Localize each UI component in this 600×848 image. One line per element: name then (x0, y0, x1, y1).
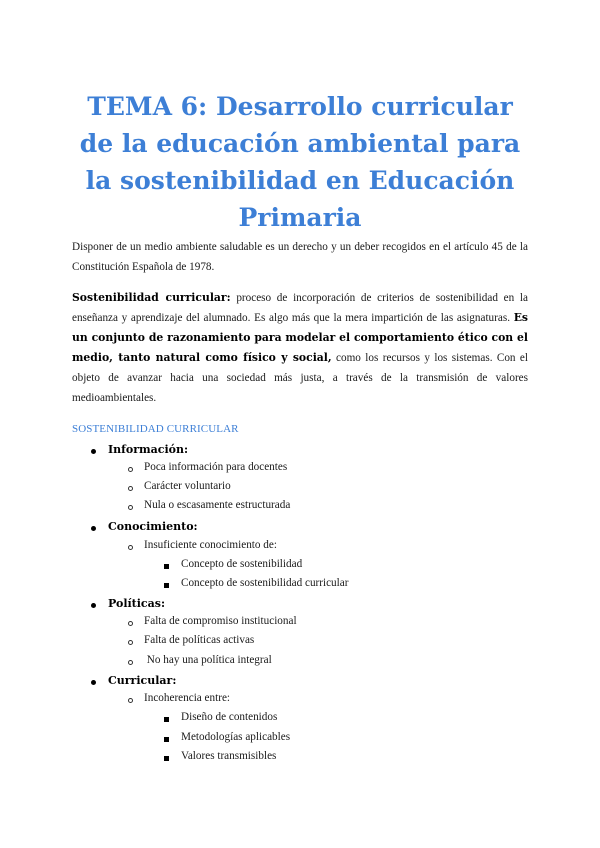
list-item: Concepto de sostenibilidad (181, 558, 303, 570)
list-item: No hay una política integral (144, 654, 272, 666)
definition-term: Sostenibilidad curricular: (72, 291, 231, 304)
list-item-politicas: Políticas: (108, 597, 166, 610)
bullet-circle-icon (128, 640, 133, 645)
definition-text-2: como los recursos y los sistemas. Con el objeto de avanzar hacia una sociedad más justa, a través de la transmisión de valores medioambientales. (72, 352, 528, 404)
bullet-circle-icon (128, 545, 133, 550)
list-item: Falta de políticas activas (144, 634, 255, 646)
list-item: Diseño de contenidos (181, 711, 278, 723)
bullet-disc-icon (91, 449, 96, 454)
page-title: TEMA 6: Desarrollo curricular de la educación ambiental para la sostenibilidad en Educación Primaria (79, 92, 521, 232)
list-item-conocimiento: Conocimiento: (108, 520, 198, 533)
section-heading: SOSTENIBILIDAD CURRICULAR (72, 423, 239, 435)
bullet-circle-icon (128, 505, 133, 510)
bullet-square-icon (164, 583, 169, 588)
list-item: Poca información para docentes (144, 461, 288, 473)
list-item: Insuficiente conocimiento de: (144, 539, 277, 551)
bullet-circle-icon (128, 486, 133, 491)
list-item: Concepto de sostenibilidad curricular (181, 577, 349, 589)
list-item: Nula o escasamente estructurada (144, 499, 291, 511)
definition-bold: Es un conjunto de razonamiento para modelar el comportamiento ético con el medio, tanto natural como físico y social, (72, 311, 528, 364)
list-item: Carácter voluntario (144, 480, 231, 492)
list-item: Metodologías aplicables (181, 731, 291, 743)
list-item: Valores transmisibles (181, 750, 277, 762)
bullet-disc-icon (91, 680, 96, 685)
bullet-circle-icon (128, 660, 133, 665)
bullet-disc-icon (91, 526, 96, 531)
list-item-curricular: Curricular: (108, 674, 177, 687)
list-item: Falta de compromiso institucional (144, 615, 297, 627)
bullet-square-icon (164, 756, 169, 761)
bullet-square-icon (164, 737, 169, 742)
bullet-circle-icon (128, 698, 133, 703)
bullet-square-icon (164, 717, 169, 722)
bullet-circle-icon (128, 467, 133, 472)
definition-text-1: proceso de incorporación de criterios de sostenibilidad en la enseñanza y aprendizaje del alumnado. Es algo más que la mera impartición de las asignaturas. (72, 292, 528, 324)
bullet-circle-icon (128, 621, 133, 626)
definition-paragraph (72, 288, 528, 408)
list-item: Incoherencia entre: (144, 692, 231, 704)
list-item-informacion: Información: (108, 443, 189, 456)
intro-paragraph: Disponer de un medio ambiente saludable es un derecho y un deber recogidos en el artículo 45 de la Constitución Española de 1978. (72, 241, 528, 273)
bullet-square-icon (164, 564, 169, 569)
bullet-disc-icon (91, 603, 96, 608)
